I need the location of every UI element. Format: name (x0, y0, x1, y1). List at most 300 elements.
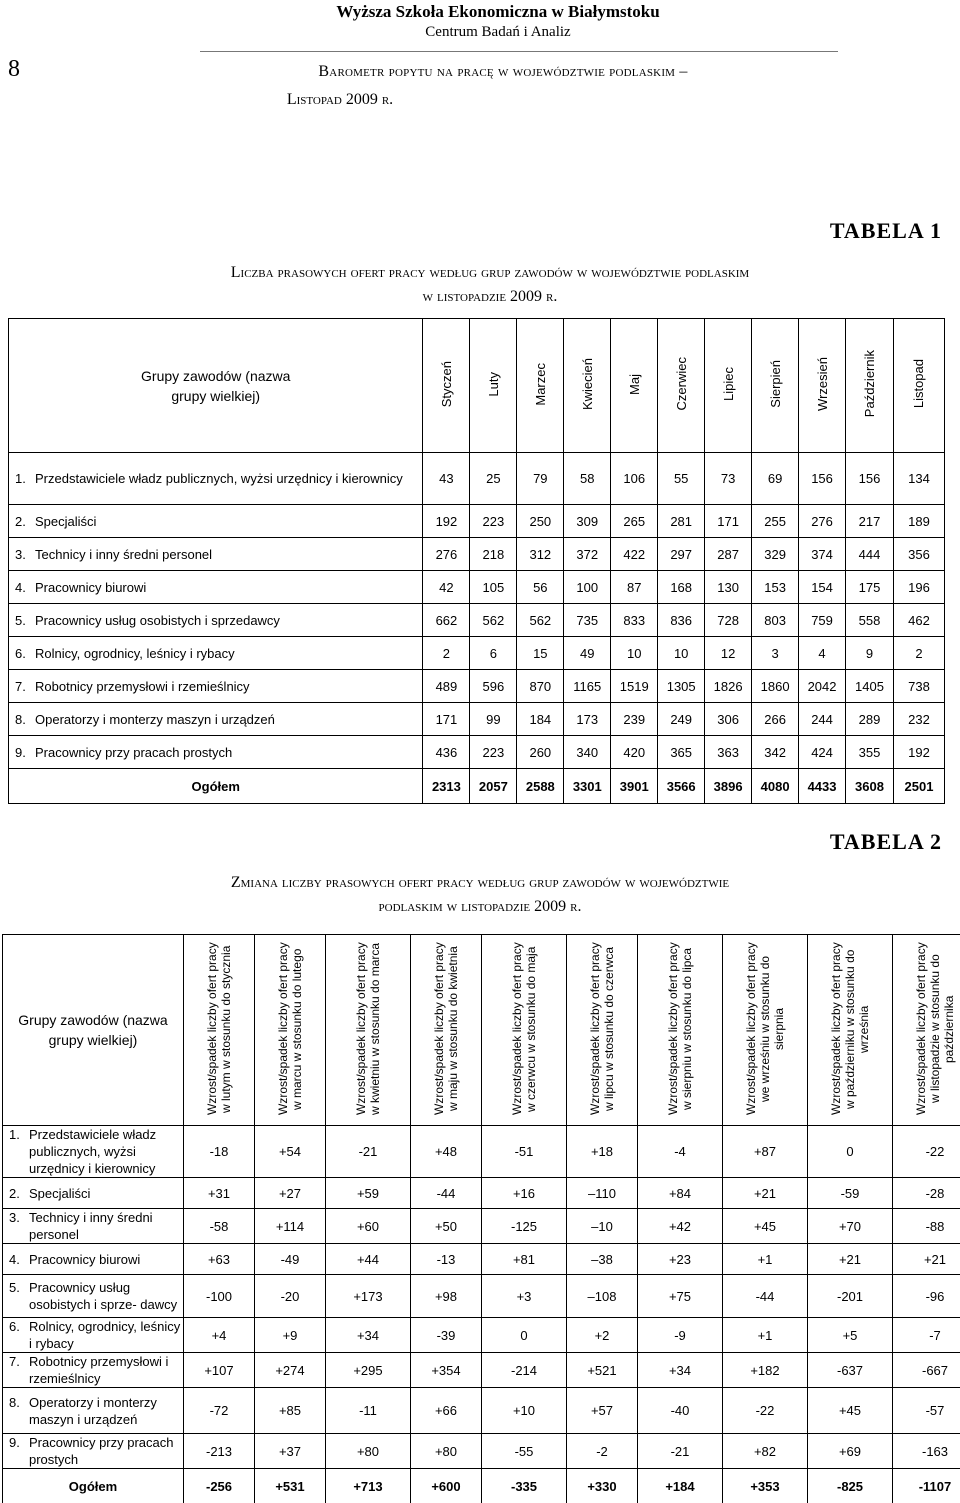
row-group-name (9, 604, 423, 637)
table2-group-header: Grupy zawodów (nazwa grupy wielkiej) (3, 935, 184, 1126)
row-group-cell (15, 744, 422, 761)
table-cell: +80 (326, 1434, 411, 1469)
table1-col-header: Styczeń (423, 319, 470, 453)
table-cell: 342 (752, 736, 799, 769)
row-group-cell (9, 1209, 183, 1243)
table-cell: +107 (184, 1353, 255, 1388)
table-cell: 99 (470, 703, 517, 736)
table-cell: 156 (799, 453, 846, 505)
row-group-name (3, 1388, 184, 1434)
table-cell: 260 (517, 736, 564, 769)
row-number: 7. (9, 1354, 20, 1369)
table-cell: +16 (482, 1178, 567, 1209)
table-cell: 1519 (611, 670, 658, 703)
row-group-cell (9, 1279, 183, 1313)
table-cell: -58 (184, 1209, 255, 1244)
table-cell: 25 (470, 453, 517, 505)
table1-col-header: Maj (611, 319, 658, 453)
table-cell: -100 (184, 1275, 255, 1318)
table-cell: 58 (564, 453, 611, 505)
table2-col-header: Wzrost/spadek liczby ofert pracy w lipcu w stosunku do czerwca (567, 935, 638, 1126)
row-group-cell (15, 579, 422, 596)
table-cell: -59 (808, 1178, 893, 1209)
table1-label: TABELA 1 (829, 218, 942, 243)
total-cell: +353 (723, 1469, 808, 1503)
table-cell: 870 (517, 670, 564, 703)
table-row (9, 571, 945, 604)
table-cell: -44 (411, 1178, 482, 1209)
table-cell: +34 (326, 1318, 411, 1353)
table-cell: +10 (482, 1388, 567, 1434)
table2-col-header: Wzrost/spadek liczby ofert pracy w październiku w stosunku do września (808, 935, 893, 1126)
table-row (9, 670, 945, 703)
table-cell: -22 (723, 1388, 808, 1434)
table-cell: 444 (846, 538, 894, 571)
table-cell: –38 (567, 1244, 638, 1275)
table-cell: 356 (893, 538, 944, 571)
table-cell: 759 (799, 604, 846, 637)
table-cell: 728 (705, 604, 752, 637)
row-group-name (9, 703, 423, 736)
row-group-name (3, 1434, 184, 1469)
row-group-name (3, 1318, 184, 1353)
table-cell: 372 (564, 538, 611, 571)
table-cell: 420 (611, 736, 658, 769)
table-cell: 42 (423, 571, 470, 604)
table-cell: 239 (611, 703, 658, 736)
table-cell: 2042 (799, 670, 846, 703)
total-cell: +531 (255, 1469, 326, 1503)
table-cell: +1 (723, 1244, 808, 1275)
row-number: 8. (9, 1394, 20, 1410)
table-cell: -51 (482, 1126, 567, 1178)
table-cell: 735 (564, 604, 611, 637)
table-cell: +80 (411, 1434, 482, 1469)
table1-group-header: Grupy zawodów (nazwa grupy wielkiej) (9, 319, 423, 453)
table-cell: +27 (255, 1178, 326, 1209)
table-cell: 0 (808, 1126, 893, 1178)
row-number: 1. (15, 471, 26, 486)
row-label: Pracownicy biurowi (35, 579, 147, 595)
table-cell: +66 (411, 1388, 482, 1434)
row-group-cell (15, 645, 422, 662)
table2-col-header: Wzrost/spadek liczby ofert pracy w marcu w stosunku do lutego (255, 935, 326, 1126)
table-cell: -21 (326, 1126, 411, 1178)
table-row (3, 1318, 960, 1353)
row-label: Specjaliści (35, 513, 97, 529)
table-cell: 436 (423, 736, 470, 769)
row-number: 7. (15, 678, 26, 694)
total-cell: 4433 (799, 769, 846, 804)
table-cell: +84 (638, 1178, 723, 1209)
row-label: Robotnicy przemysłowi i rzemieślnicy (29, 1354, 169, 1386)
table-cell: 1860 (752, 670, 799, 703)
row-group-cell (15, 470, 422, 487)
table-cell: 192 (893, 736, 944, 769)
table-cell: 1826 (705, 670, 752, 703)
table1-col-header: Lipiec (705, 319, 752, 453)
table2 (2, 934, 960, 1503)
row-group-cell (9, 1126, 183, 1177)
table-cell: +54 (255, 1126, 326, 1178)
table-cell: -13 (411, 1244, 482, 1275)
table2-col-header: Wzrost/spadek liczby ofert pracy w listopadzie w stosunku do października (893, 935, 960, 1126)
table-cell: 662 (423, 604, 470, 637)
table1 (8, 318, 945, 804)
table-cell: -44 (723, 1275, 808, 1318)
row-label: Rolnicy, ogrodnicy, leśnicy i rybacy (29, 1319, 181, 1351)
table-cell: 173 (564, 703, 611, 736)
table-cell: -201 (808, 1275, 893, 1318)
table-cell: +75 (638, 1275, 723, 1318)
total-label: Ogółem (9, 769, 423, 804)
table-cell: -9 (638, 1318, 723, 1353)
table-cell: 134 (893, 453, 944, 505)
table-cell: 189 (893, 505, 944, 538)
table-cell: +5 (808, 1318, 893, 1353)
row-group-cell (9, 1353, 183, 1387)
table-cell: 255 (752, 505, 799, 538)
table-cell: +354 (411, 1353, 482, 1388)
table2-col-header: Wzrost/spadek liczby ofert pracy we wrześniu w stosunku do sierpnia (723, 935, 808, 1126)
table-cell: 289 (846, 703, 894, 736)
table1-title (38, 261, 942, 309)
table-cell: 168 (658, 571, 705, 604)
table-cell: 154 (799, 571, 846, 604)
table-cell: -40 (638, 1388, 723, 1434)
table-cell: 184 (517, 703, 564, 736)
table-cell: 363 (705, 736, 752, 769)
table2-col-header: Wzrost/spadek liczby ofert pracy w lutym w stosunku do stycznia (184, 935, 255, 1126)
table-cell: 276 (423, 538, 470, 571)
table-cell: -637 (808, 1353, 893, 1388)
table-cell: +34 (638, 1353, 723, 1388)
table-cell: 196 (893, 571, 944, 604)
table-cell: -2 (567, 1434, 638, 1469)
row-group-name (9, 571, 423, 604)
row-number: 3. (15, 546, 26, 562)
table-cell: 276 (799, 505, 846, 538)
table-cell: 223 (470, 505, 517, 538)
row-group-cell (15, 546, 422, 563)
table-cell: 562 (517, 604, 564, 637)
row-number: 4. (9, 1251, 20, 1267)
header-report-date: Listopad 2009 r. (286, 91, 394, 108)
table-row (9, 736, 945, 769)
total-cell: -825 (808, 1469, 893, 1503)
table-cell: 10 (611, 637, 658, 670)
table-cell: 1405 (846, 670, 894, 703)
table-cell: 312 (517, 538, 564, 571)
row-group-name (9, 736, 423, 769)
total-cell: +184 (638, 1469, 723, 1503)
header-report-title: Barometr popytu na pracę w województwie podlaskim – (318, 63, 688, 80)
table-cell: +44 (326, 1244, 411, 1275)
table-cell: -214 (482, 1353, 567, 1388)
table-cell: -57 (893, 1388, 960, 1434)
table-cell: -28 (893, 1178, 960, 1209)
table-cell: 2 (893, 637, 944, 670)
table-cell: 249 (658, 703, 705, 736)
table-cell: +1 (723, 1318, 808, 1353)
row-group-cell (15, 711, 422, 728)
table-cell: 106 (611, 453, 658, 505)
table-cell: 1165 (564, 670, 611, 703)
table-cell: +48 (411, 1126, 482, 1178)
row-number: 4. (15, 579, 26, 595)
row-number: 8. (15, 711, 26, 727)
table-cell: -55 (482, 1434, 567, 1469)
table-cell: -49 (255, 1244, 326, 1275)
table-cell: +87 (723, 1126, 808, 1178)
table-cell: 424 (799, 736, 846, 769)
table-cell: +45 (723, 1209, 808, 1244)
table-row (9, 604, 945, 637)
total-cell: 3301 (564, 769, 611, 804)
table-cell: 10 (658, 637, 705, 670)
table-row (3, 1434, 960, 1469)
row-group-name (3, 1178, 184, 1209)
table-cell: 15 (517, 637, 564, 670)
table-cell: 738 (893, 670, 944, 703)
row-label: Technicy i inny średni personel (35, 546, 213, 562)
row-number: 2. (15, 513, 26, 529)
table-cell: +21 (893, 1244, 960, 1275)
table-cell: 489 (423, 670, 470, 703)
row-label: Przedstawiciele władz publicznych, wyżsi urzędnicy i kierownicy (29, 1127, 157, 1176)
table-row (3, 1126, 960, 1178)
table1-col-header: Czerwiec (658, 319, 705, 453)
row-number: 6. (15, 645, 26, 661)
total-row (9, 769, 945, 804)
row-group-cell (15, 678, 422, 695)
total-label: Ogółem (3, 1469, 184, 1503)
table-cell: 87 (611, 571, 658, 604)
total-cell: -1107 (893, 1469, 960, 1503)
row-label: Przedstawiciele władz publicznych, wyżsi urzędnicy i kierownicy (35, 471, 403, 486)
header-institution: Wyższa Szkoła Ekonomiczna w Białymstoku (336, 2, 660, 21)
total-cell: 3896 (705, 769, 752, 804)
total-cell: -256 (184, 1469, 255, 1503)
table-cell: 329 (752, 538, 799, 571)
table1-col-header: Marzec (517, 319, 564, 453)
table-cell: 100 (564, 571, 611, 604)
table-cell: 217 (846, 505, 894, 538)
row-group-name (9, 453, 423, 505)
table-cell: –108 (567, 1275, 638, 1318)
table-cell: -4 (638, 1126, 723, 1178)
total-cell: 3901 (611, 769, 658, 804)
row-group-name (3, 1209, 184, 1244)
total-cell: 2057 (470, 769, 517, 804)
row-group-name (9, 505, 423, 538)
row-label: Pracownicy usług osobistych i sprzedawcy (35, 612, 280, 628)
table-row (9, 637, 945, 670)
table-cell: 3 (752, 637, 799, 670)
table-cell: +521 (567, 1353, 638, 1388)
table-cell: 49 (564, 637, 611, 670)
total-cell: 3608 (846, 769, 894, 804)
table-cell: 558 (846, 604, 894, 637)
total-cell: +330 (567, 1469, 638, 1503)
table-cell: 374 (799, 538, 846, 571)
row-number: 3. (9, 1210, 20, 1225)
table-row (3, 1275, 960, 1318)
row-label: Specjaliści (29, 1185, 91, 1201)
row-label: Robotnicy przemysłowi i rzemieślnicy (35, 678, 250, 694)
total-cell: 4080 (752, 769, 799, 804)
table-cell: 266 (752, 703, 799, 736)
table-cell: 250 (517, 505, 564, 538)
table-cell: 309 (564, 505, 611, 538)
table1-col-header: Wrzesień (799, 319, 846, 453)
table2-title-line2: podlaskim w listopadzie 2009 r. (378, 898, 582, 915)
table-cell: -163 (893, 1434, 960, 1469)
table-cell: +70 (808, 1209, 893, 1244)
table-cell: +295 (326, 1353, 411, 1388)
table-row (3, 1244, 960, 1275)
row-number: 1. (9, 1127, 20, 1142)
table-cell: -22 (893, 1126, 960, 1178)
table-cell: 130 (705, 571, 752, 604)
total-cell: +600 (411, 1469, 482, 1503)
table-cell: 223 (470, 736, 517, 769)
table-cell: 73 (705, 453, 752, 505)
table-row (3, 1209, 960, 1244)
table-cell: +182 (723, 1353, 808, 1388)
table-cell: 232 (893, 703, 944, 736)
table-cell: +85 (255, 1388, 326, 1434)
table-cell: 105 (470, 571, 517, 604)
table2-header-row (3, 935, 960, 1126)
table-cell: 218 (470, 538, 517, 571)
table-cell: 306 (705, 703, 752, 736)
table-cell: 297 (658, 538, 705, 571)
table-cell: 265 (611, 505, 658, 538)
table2-col-header: Wzrost/spadek liczby ofert pracy w maju w stosunku do kwietnia (411, 935, 482, 1126)
table-row (9, 505, 945, 538)
table-cell: +82 (723, 1434, 808, 1469)
table-cell: +4 (184, 1318, 255, 1353)
table-row (3, 1388, 960, 1434)
total-cell: 3566 (658, 769, 705, 804)
total-cell: 2588 (517, 769, 564, 804)
row-label: Pracownicy przy pracach prostych (29, 1435, 174, 1467)
table-cell: 79 (517, 453, 564, 505)
table-row (9, 538, 945, 571)
table-row (3, 1353, 960, 1388)
table-cell: 55 (658, 453, 705, 505)
table-cell: +37 (255, 1434, 326, 1469)
page-number: 8 (8, 56, 20, 82)
row-group-cell (15, 612, 422, 629)
table-cell: -11 (326, 1388, 411, 1434)
table-row (9, 453, 945, 505)
total-cell: +713 (326, 1469, 411, 1503)
table-row (3, 1178, 960, 1209)
row-label: Technicy i inny średni personel (29, 1210, 153, 1242)
row-number: 6. (9, 1319, 20, 1334)
row-group-name (3, 1353, 184, 1388)
table-cell: 156 (846, 453, 894, 505)
table1-title-line2: w listopadzie 2009 r. (422, 288, 558, 305)
table-cell: -72 (184, 1388, 255, 1434)
table-cell: 1305 (658, 670, 705, 703)
table1-col-header: Sierpień (752, 319, 799, 453)
table-cell: +60 (326, 1209, 411, 1244)
table-cell: 69 (752, 453, 799, 505)
row-group-cell (9, 1434, 183, 1468)
table-cell: +3 (482, 1275, 567, 1318)
table-cell: 56 (517, 571, 564, 604)
table1-col-header: Październik (846, 319, 894, 453)
table-cell: -213 (184, 1434, 255, 1469)
table-cell: 340 (564, 736, 611, 769)
table-cell: +21 (723, 1178, 808, 1209)
row-group-name (9, 637, 423, 670)
table-cell: 153 (752, 571, 799, 604)
table-cell: +57 (567, 1388, 638, 1434)
table-cell: 12 (705, 637, 752, 670)
table2-title (20, 871, 940, 919)
row-number: 9. (15, 744, 26, 760)
row-group-cell (15, 513, 422, 530)
row-label: Operatorzy i monterzy maszyn i urządzeń (35, 711, 275, 727)
row-number: 5. (9, 1280, 20, 1295)
row-group-cell (9, 1394, 183, 1428)
table-cell: 287 (705, 538, 752, 571)
table1-col-header: Kwiecień (564, 319, 611, 453)
row-group-name (3, 1244, 184, 1275)
row-group-cell (9, 1251, 183, 1268)
table-cell: 2 (423, 637, 470, 670)
table-cell: 175 (846, 571, 894, 604)
table-cell: 281 (658, 505, 705, 538)
table1-header-row (9, 319, 945, 453)
total-row (3, 1469, 960, 1503)
table-cell: 803 (752, 604, 799, 637)
table1-col-header: Luty (470, 319, 517, 453)
row-number: 9. (9, 1435, 20, 1450)
table-cell: 171 (423, 703, 470, 736)
total-cell: -335 (482, 1469, 567, 1503)
table-cell: -18 (184, 1126, 255, 1178)
table-cell: -667 (893, 1353, 960, 1388)
row-label: Rolnicy, ogrodnicy, leśnicy i rybacy (35, 645, 235, 661)
row-label: Operatorzy i monterzy maszyn i urządzeń (29, 1394, 157, 1427)
table-cell: 365 (658, 736, 705, 769)
table-cell: 462 (893, 604, 944, 637)
table-cell: 0 (482, 1318, 567, 1353)
table-cell: +98 (411, 1275, 482, 1318)
table-cell: +9 (255, 1318, 326, 1353)
table-cell: -39 (411, 1318, 482, 1353)
table-cell: 836 (658, 604, 705, 637)
table-cell: +114 (255, 1209, 326, 1244)
table-cell: –110 (567, 1178, 638, 1209)
row-group-cell (9, 1318, 183, 1352)
table-cell: 6 (470, 637, 517, 670)
row-label: Pracownicy biurowi (29, 1251, 141, 1267)
header-center: Centrum Badań i Analiz (425, 24, 571, 40)
row-group-name (3, 1275, 184, 1318)
table-cell: +21 (808, 1244, 893, 1275)
table-cell: 244 (799, 703, 846, 736)
table-cell: +69 (808, 1434, 893, 1469)
table-cell: +81 (482, 1244, 567, 1275)
table1-col-header: Listopad (893, 319, 944, 453)
table2-col-header: Wzrost/spadek liczby ofert pracy w sierpniu w stosunku do lipca (638, 935, 723, 1126)
